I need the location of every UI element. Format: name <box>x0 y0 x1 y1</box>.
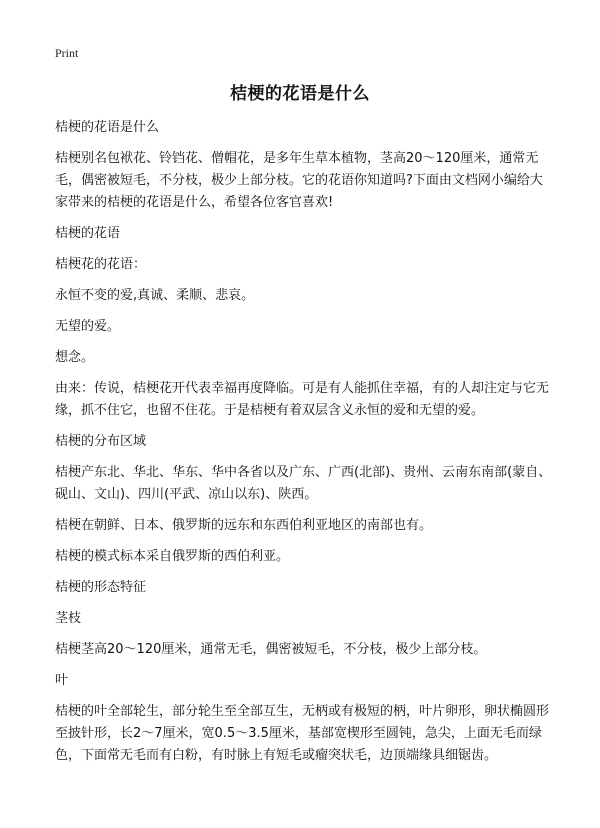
stem-paragraph: 桔梗茎高20～120厘米，通常无毛，偶密被短毛，不分枝，极少上部分枝。 <box>55 642 487 657</box>
meaning-item-missing: 想念。 <box>55 350 95 365</box>
type-specimen-paragraph: 桔梗的模式标本采自俄罗斯的西伯利亚。 <box>55 549 290 564</box>
document-title: 桔梗的花语是什么 <box>230 84 370 104</box>
leaf-paragraph: 桔梗的叶全部轮生，部分轮生至全部互生，无柄或有极短的柄，叶片卵形，卵状椭圆形至披针形，长2～7厘米，宽0.5～3.5厘米，基部宽楔形至圆钝，急尖，上面无毛而绿色，下面常无毛而有白粉，有时脉上有短毛或瘤突状毛，边顶端缘具细锯齿。 <box>55 704 550 763</box>
section-heading-morphology: 桔梗的形态特征 <box>55 580 147 595</box>
distribution-abroad-paragraph: 桔梗在朝鲜、日本、俄罗斯的远东和东西伯利亚地区的南部也有。 <box>55 518 433 533</box>
subheading-stem: 茎枝 <box>55 611 82 626</box>
origin-paragraph: 由来：传说，桔梗花开代表幸福再度降临。可是有人能抓住幸福，有的人却注定与它无缘，抓不住它，也留不住花。于是桔梗有着双层含义永恒的爱和无望的爱。 <box>55 381 550 418</box>
print-label: Print <box>55 46 79 60</box>
flower-language-label: 桔梗花的花语： <box>55 257 147 272</box>
subheading-leaf: 叶 <box>55 673 69 688</box>
intro-paragraph: 桔梗别名包袱花、铃铛花、僧帽花，是多年生草本植物，茎高20～120厘米，通常无毛，偶密被短毛，不分枝，极少上部分枝。它的花语你知道吗?下面由文档网小编给大家带来的桔梗的花语是什么，希望各位客官喜欢! <box>55 151 543 210</box>
section-heading-distribution: 桔梗的分布区域 <box>55 434 147 449</box>
distribution-china-paragraph: 桔梗产东北、华北、华东、华中各省以及广东、广西(北部)、贵州、云南东南部(蒙自、砚山、文山)、四川(平武、凉山以东)、陕西。 <box>55 465 552 502</box>
section-heading-meaning: 桔梗的花语是什么 <box>55 120 160 135</box>
meaning-item-hopeless-love: 无望的爱。 <box>55 319 121 334</box>
section-heading-flower-language: 桔梗的花语 <box>55 226 121 241</box>
meaning-item-eternal-love: 永恒不变的爱,真诚、柔顺、悲哀。 <box>55 288 255 303</box>
document-body <box>55 117 555 776</box>
